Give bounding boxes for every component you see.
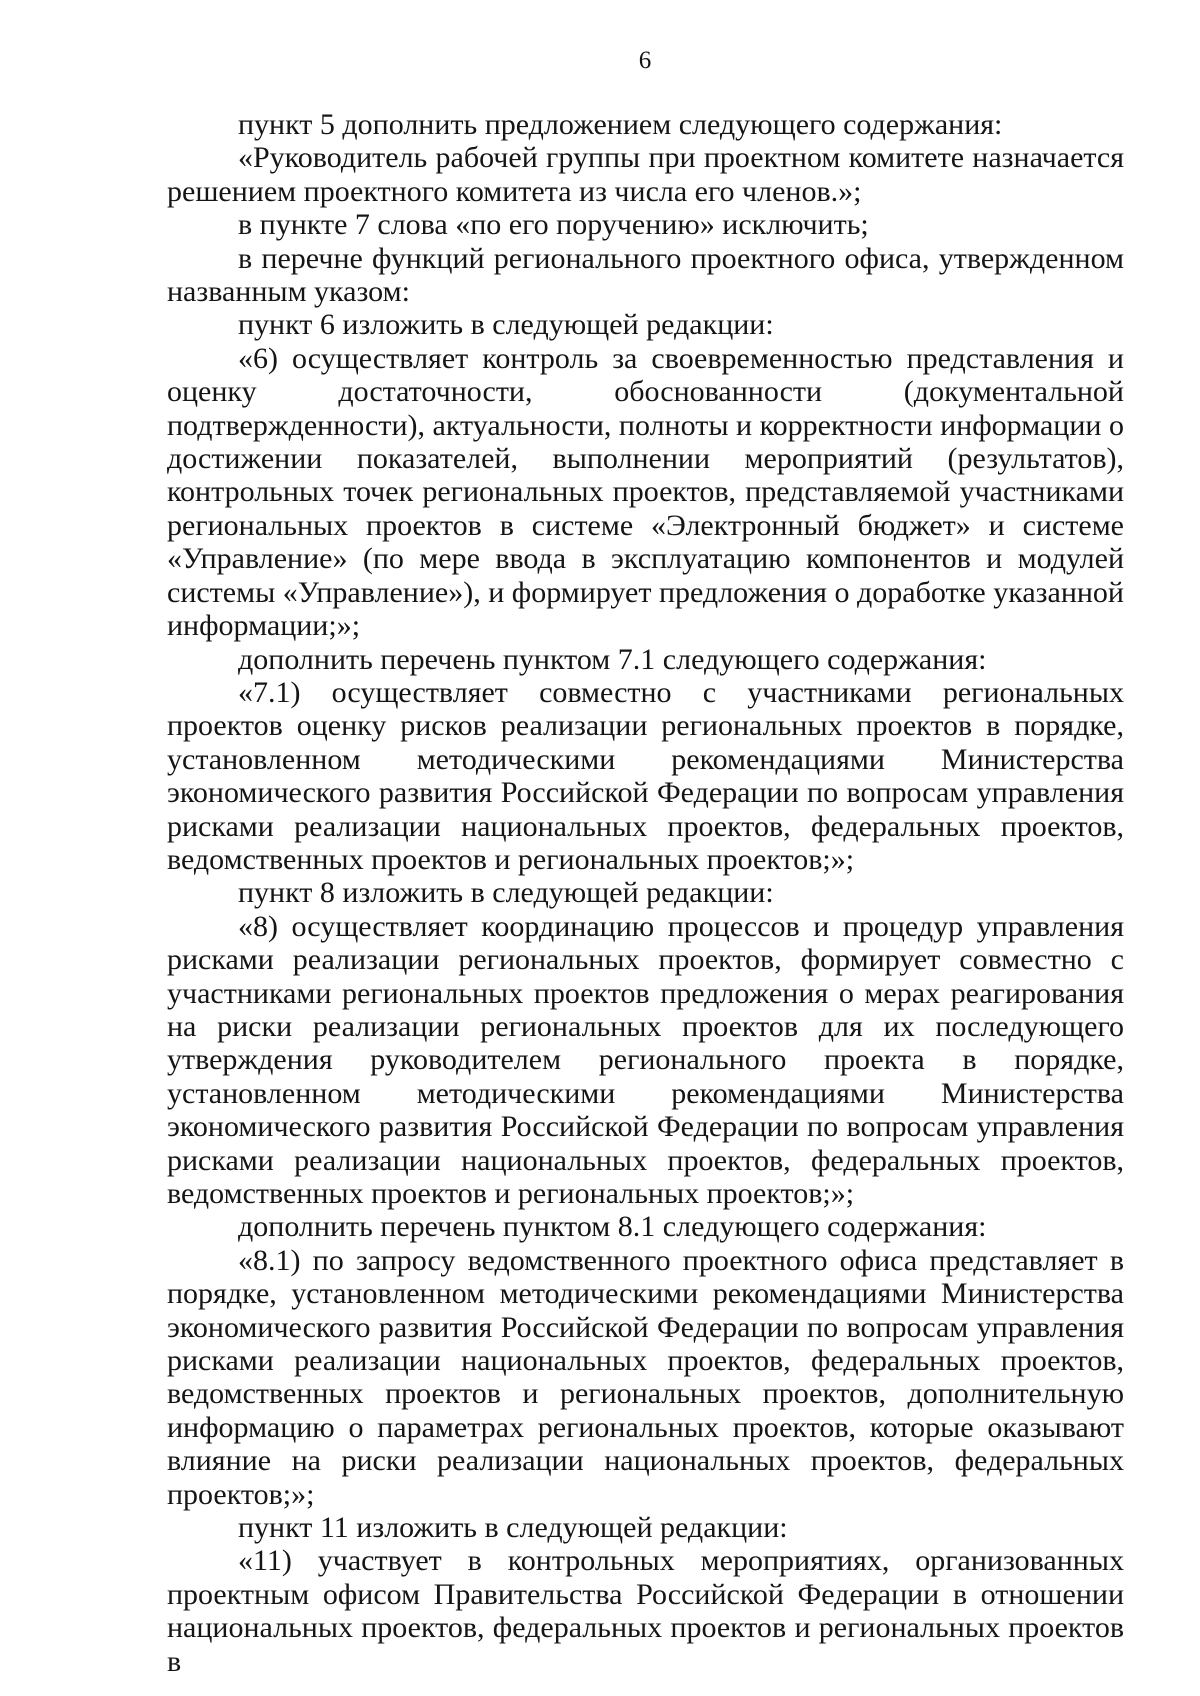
- paragraph-item-8-1-addition: дополнить перечень пунктом 8.1 следующего содержания:: [238, 1210, 987, 1244]
- paragraph-item-8-revision: пункт 8 изложить в следующей редакции:: [238, 876, 774, 910]
- paragraph-item-7-1-text: «7.1) осуществляет совместно с участниками региональных проектов оценку рисков реализации региональных проектов в порядке, установленном методическими рекомендациями Министерства экономического развития Российской Федерации по вопросам управления рисками реализации национальных проектов, федеральных проектов, ведомственных проектов и региональных проектов;»;: [167, 675, 1124, 876]
- document-body: [167, 108, 1124, 1678]
- paragraph-item-7-1-addition: дополнить перечень пунктом 7.1 следующего содержания:: [238, 642, 987, 676]
- page-number: 6: [638, 47, 652, 74]
- paragraph-item-5-addition: пункт 5 дополнить предложением следующего содержания:: [238, 108, 1003, 141]
- paragraph-item-8-1-text: «8.1) по запросу ведомственного проектного офиса представляет в порядке, установленном методическими рекомендациями Министерства экономического развития Российской Федерации по вопросам управления рисками реализации национальных проектов, федеральных проектов, ведомственных проектов и региональных проектов, дополнительную информацию о параметрах региональных проектов, которые оказывают влияние на риски реализации национальных проектов, федеральных проектов;»;: [167, 1243, 1124, 1511]
- paragraph-functions-list-intro: в перечне функций регионального проектного офиса, утвержденном названным указом:: [167, 241, 1124, 309]
- paragraph-item-6-revision: пункт 6 изложить в следующей редакции:: [238, 308, 774, 342]
- paragraph-item-7-exclusion: в пункте 7 слова «по его поручению» исключить;: [238, 208, 869, 242]
- paragraph-item-8-text: «8) осуществляет координацию процессов и процедур управления рисками реализации региональных проектов, формирует совместно с участниками региональных проектов предложения о мерах реагирования на риски реализации региональных проектов для их последующего утверждения руководителем регионального проекта в порядке, установленном методическими рекомендациями Министерства экономического развития Российской Федерации по вопросам управления рисками реализации национальных проектов, федеральных проектов, ведомственных проектов и региональных проектов;»;: [167, 909, 1124, 1210]
- paragraph-working-group-head: «Руководитель рабочей группы при проектном комитете назначается решением проектного комитета из числа его членов.»;: [167, 141, 1124, 208]
- paragraph-item-11-text: «11) участвует в контрольных мероприятиях, организованных проектным офисом Правительства Российской Федерации в отношении национальных проектов, федеральных проектов и региональных проектов в: [167, 1544, 1124, 1678]
- paragraph-item-11-revision: пункт 11 изложить в следующей редакции:: [238, 1511, 788, 1545]
- paragraph-item-6-text: «6) осуществляет контроль за своевременностью представления и оценку достаточности, обоснованности (документальной подтвержденности), актуальности, полноты и корректности информации о достижении показателей, выполнении мероприятий (результатов), контрольных точек региональных проектов, представляемой участниками региональных проектов в системе «Электронный бюджет» и системе «Управление» (по мере ввода в эксплуатацию компонентов и модулей системы «Управление»), и формирует предложения о доработке указанной информации;»;: [167, 341, 1124, 643]
